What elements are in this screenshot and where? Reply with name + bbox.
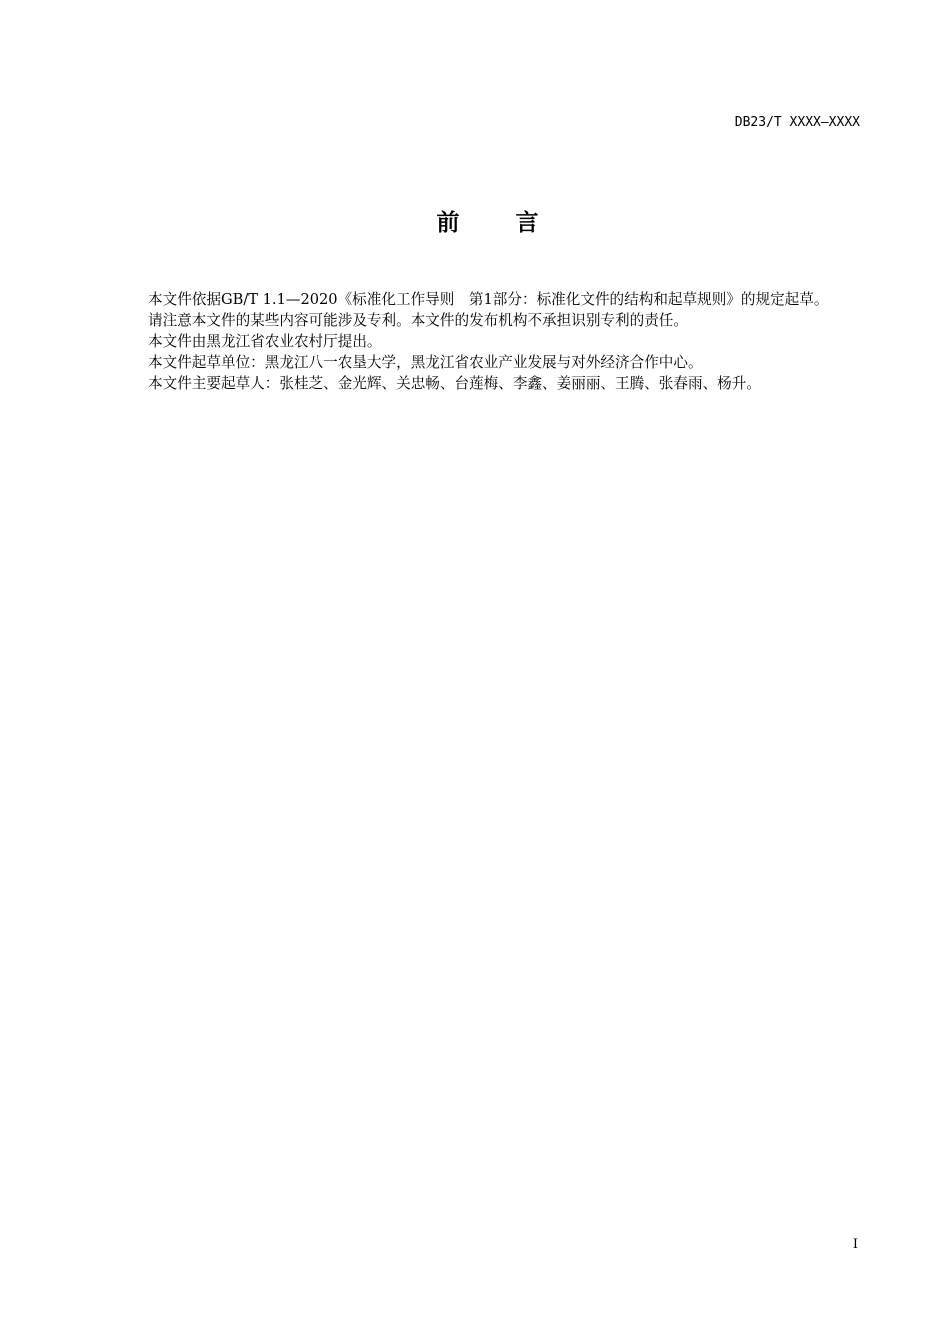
paragraph: 本文件主要起草人：张桂芝、金光辉、关忠畅、台莲梅、李鑫、姜丽丽、王腾、张春雨、杨升。 (148, 375, 761, 392)
document-code: DB23/T XXXX—XXXX (734, 115, 860, 130)
title-char: 言 (515, 210, 539, 236)
paragraph: 本文件由黑龙江省农业农村厅提出。 (148, 333, 382, 350)
paragraph: 请注意本文件的某些内容可能涉及专利。本文件的发布机构不承担识别专利的责任。 (148, 312, 688, 329)
title-char: 前 (436, 210, 460, 236)
foreword-body (118, 289, 860, 394)
page-title (0, 204, 950, 237)
paragraph: 本文件起草单位：黑龙江八一农垦大学，黑龙江省农业产业发展与对外经济合作中心。 (148, 354, 703, 371)
paragraph: 本文件依据GB/T 1.1—2020《标准化工作导则 第1部分：标准化文件的结构和起草规则》的规定起草。 (148, 291, 829, 308)
page-number: I (852, 1237, 858, 1252)
